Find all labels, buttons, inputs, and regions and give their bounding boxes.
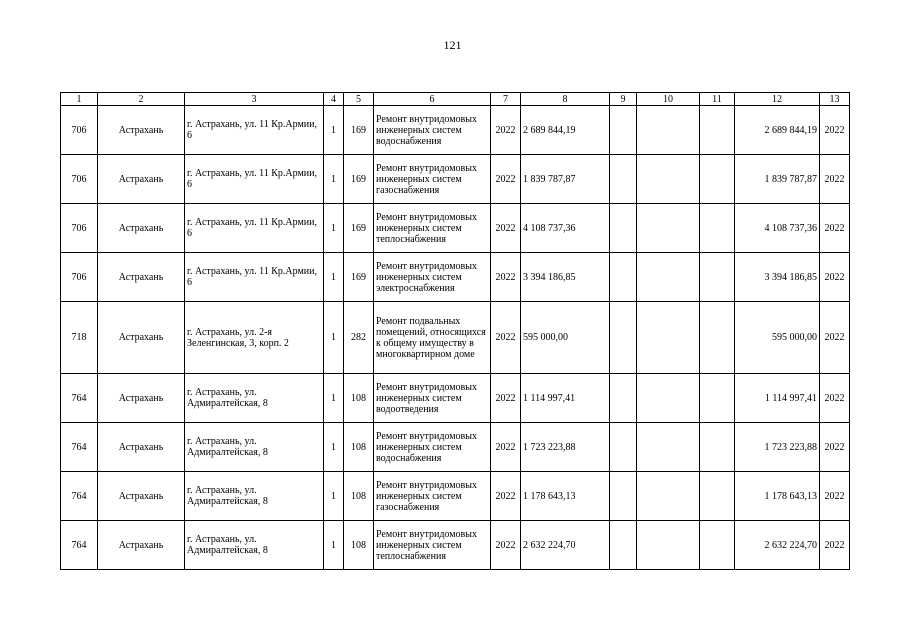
table-row — [61, 155, 850, 204]
cell-number: 706 — [61, 106, 98, 155]
cell-col4: 1 — [324, 155, 344, 204]
cell-year: 2022 — [491, 472, 521, 521]
cell-work-type: Ремонт внутридомовых инженерных систем водоснабжения — [374, 423, 491, 472]
cell-city: Астрахань — [98, 155, 185, 204]
cell-col4: 1 — [324, 423, 344, 472]
cell-col12-cost: 1 178 643,13 — [735, 472, 820, 521]
cell-city: Астрахань — [98, 302, 185, 374]
cell-col10 — [637, 302, 700, 374]
cell-total-cost: 1 723 223,88 — [521, 423, 610, 472]
cell-year: 2022 — [491, 423, 521, 472]
cell-col9 — [610, 472, 637, 521]
cell-col11 — [700, 521, 735, 570]
column-header: 1 — [61, 93, 98, 106]
cell-address: г. Астрахань, ул. Адмиралтейская, 8 — [185, 472, 324, 521]
table-row — [61, 253, 850, 302]
cell-col11 — [700, 472, 735, 521]
cell-address: г. Астрахань, ул. 11 Кр.Армии, 6 — [185, 155, 324, 204]
cell-work-type: Ремонт внутридомовых инженерных систем водоотведения — [374, 374, 491, 423]
cell-col12-cost: 1 723 223,88 — [735, 423, 820, 472]
cell-total-cost: 1 114 997,41 — [521, 374, 610, 423]
cell-work-type: Ремонт подвальных помещений, относящихся к общему имуществу в многоквартирном доме — [374, 302, 491, 374]
cell-col5: 108 — [344, 423, 374, 472]
page-number: 121 — [443, 38, 462, 52]
column-number-row — [61, 93, 850, 106]
cell-col10 — [637, 253, 700, 302]
cell-city: Астрахань — [98, 374, 185, 423]
cell-col12-cost: 3 394 186,85 — [735, 253, 820, 302]
cell-address: г. Астрахань, ул. 11 Кр.Армии, 6 — [185, 106, 324, 155]
column-header: 4 — [324, 93, 344, 106]
cell-col4: 1 — [324, 374, 344, 423]
cell-city: Астрахань — [98, 253, 185, 302]
cell-year: 2022 — [491, 302, 521, 374]
cell-col9 — [610, 302, 637, 374]
cell-work-type: Ремонт внутридомовых инженерных систем водоснабжения — [374, 106, 491, 155]
table-row — [61, 302, 850, 374]
cell-col9 — [610, 374, 637, 423]
column-header: 8 — [521, 93, 610, 106]
cell-col5: 169 — [344, 155, 374, 204]
cell-col5: 108 — [344, 472, 374, 521]
cell-number: 706 — [61, 253, 98, 302]
cell-address: г. Астрахань, ул. 11 Кр.Армии, 6 — [185, 253, 324, 302]
registry-table — [60, 92, 850, 570]
cell-col4: 1 — [324, 204, 344, 253]
cell-end-year: 2022 — [820, 521, 850, 570]
cell-total-cost: 2 689 844,19 — [521, 106, 610, 155]
cell-col5: 108 — [344, 521, 374, 570]
cell-year: 2022 — [491, 253, 521, 302]
cell-work-type: Ремонт внутридомовых инженерных систем газоснабжения — [374, 155, 491, 204]
cell-col10 — [637, 155, 700, 204]
cell-year: 2022 — [491, 374, 521, 423]
cell-col10 — [637, 423, 700, 472]
column-header: 5 — [344, 93, 374, 106]
cell-city: Астрахань — [98, 106, 185, 155]
cell-end-year: 2022 — [820, 204, 850, 253]
cell-col5: 282 — [344, 302, 374, 374]
column-header: 10 — [637, 93, 700, 106]
cell-year: 2022 — [491, 204, 521, 253]
cell-col11 — [700, 253, 735, 302]
cell-col12-cost: 1 114 997,41 — [735, 374, 820, 423]
cell-col12-cost: 2 632 224,70 — [735, 521, 820, 570]
table-row — [61, 204, 850, 253]
cell-col10 — [637, 521, 700, 570]
cell-total-cost: 1 178 643,13 — [521, 472, 610, 521]
cell-work-type: Ремонт внутридомовых инженерных систем теплоснабжения — [374, 204, 491, 253]
cell-col11 — [700, 374, 735, 423]
cell-col5: 108 — [344, 374, 374, 423]
cell-col4: 1 — [324, 106, 344, 155]
cell-col9 — [610, 253, 637, 302]
cell-col4: 1 — [324, 521, 344, 570]
cell-total-cost: 595 000,00 — [521, 302, 610, 374]
cell-col11 — [700, 302, 735, 374]
cell-address: г. Астрахань, ул. 2-я Зеленгинская, 3, корп. 2 — [185, 302, 324, 374]
cell-col5: 169 — [344, 253, 374, 302]
column-header: 2 — [98, 93, 185, 106]
column-header: 3 — [185, 93, 324, 106]
cell-col12-cost: 4 108 737,36 — [735, 204, 820, 253]
column-header: 9 — [610, 93, 637, 106]
cell-col9 — [610, 204, 637, 253]
cell-col11 — [700, 155, 735, 204]
cell-col10 — [637, 204, 700, 253]
cell-city: Астрахань — [98, 472, 185, 521]
cell-col11 — [700, 106, 735, 155]
column-header: 6 — [374, 93, 491, 106]
cell-end-year: 2022 — [820, 472, 850, 521]
cell-col11 — [700, 204, 735, 253]
cell-col4: 1 — [324, 472, 344, 521]
cell-end-year: 2022 — [820, 302, 850, 374]
cell-col11 — [700, 423, 735, 472]
cell-total-cost: 3 394 186,85 — [521, 253, 610, 302]
cell-end-year: 2022 — [820, 374, 850, 423]
table-row — [61, 472, 850, 521]
cell-address: г. Астрахань, ул. Адмиралтейская, 8 — [185, 374, 324, 423]
cell-col12-cost: 595 000,00 — [735, 302, 820, 374]
cell-address: г. Астрахань, ул. 11 Кр.Армии, 6 — [185, 204, 324, 253]
cell-year: 2022 — [491, 106, 521, 155]
column-header: 12 — [735, 93, 820, 106]
column-header: 11 — [700, 93, 735, 106]
cell-end-year: 2022 — [820, 106, 850, 155]
table-row — [61, 423, 850, 472]
cell-address: г. Астрахань, ул. Адмиралтейская, 8 — [185, 423, 324, 472]
cell-work-type: Ремонт внутридомовых инженерных систем газоснабжения — [374, 472, 491, 521]
cell-number: 706 — [61, 155, 98, 204]
cell-city: Астрахань — [98, 204, 185, 253]
cell-col4: 1 — [324, 302, 344, 374]
cell-city: Астрахань — [98, 521, 185, 570]
cell-number: 706 — [61, 204, 98, 253]
table-row — [61, 106, 850, 155]
cell-total-cost: 4 108 737,36 — [521, 204, 610, 253]
cell-col9 — [610, 521, 637, 570]
cell-col10 — [637, 106, 700, 155]
cell-work-type: Ремонт внутридомовых инженерных систем электроснабжения — [374, 253, 491, 302]
cell-number: 764 — [61, 472, 98, 521]
cell-total-cost: 1 839 787,87 — [521, 155, 610, 204]
cell-number: 764 — [61, 374, 98, 423]
cell-end-year: 2022 — [820, 253, 850, 302]
cell-address: г. Астрахань, ул. Адмиралтейская, 8 — [185, 521, 324, 570]
cell-col10 — [637, 472, 700, 521]
cell-col12-cost: 2 689 844,19 — [735, 106, 820, 155]
cell-work-type: Ремонт внутридомовых инженерных систем теплоснабжения — [374, 521, 491, 570]
column-header: 13 — [820, 93, 850, 106]
cell-end-year: 2022 — [820, 423, 850, 472]
cell-col9 — [610, 423, 637, 472]
cell-col5: 169 — [344, 106, 374, 155]
cell-col9 — [610, 155, 637, 204]
table-row — [61, 374, 850, 423]
table-row — [61, 521, 850, 570]
cell-col12-cost: 1 839 787,87 — [735, 155, 820, 204]
cell-end-year: 2022 — [820, 155, 850, 204]
cell-year: 2022 — [491, 155, 521, 204]
cell-col4: 1 — [324, 253, 344, 302]
cell-col5: 169 — [344, 204, 374, 253]
cell-number: 764 — [61, 521, 98, 570]
column-header: 7 — [491, 93, 521, 106]
cell-total-cost: 2 632 224,70 — [521, 521, 610, 570]
cell-city: Астрахань — [98, 423, 185, 472]
cell-col9 — [610, 106, 637, 155]
cell-number: 718 — [61, 302, 98, 374]
cell-number: 764 — [61, 423, 98, 472]
cell-col10 — [637, 374, 700, 423]
cell-year: 2022 — [491, 521, 521, 570]
